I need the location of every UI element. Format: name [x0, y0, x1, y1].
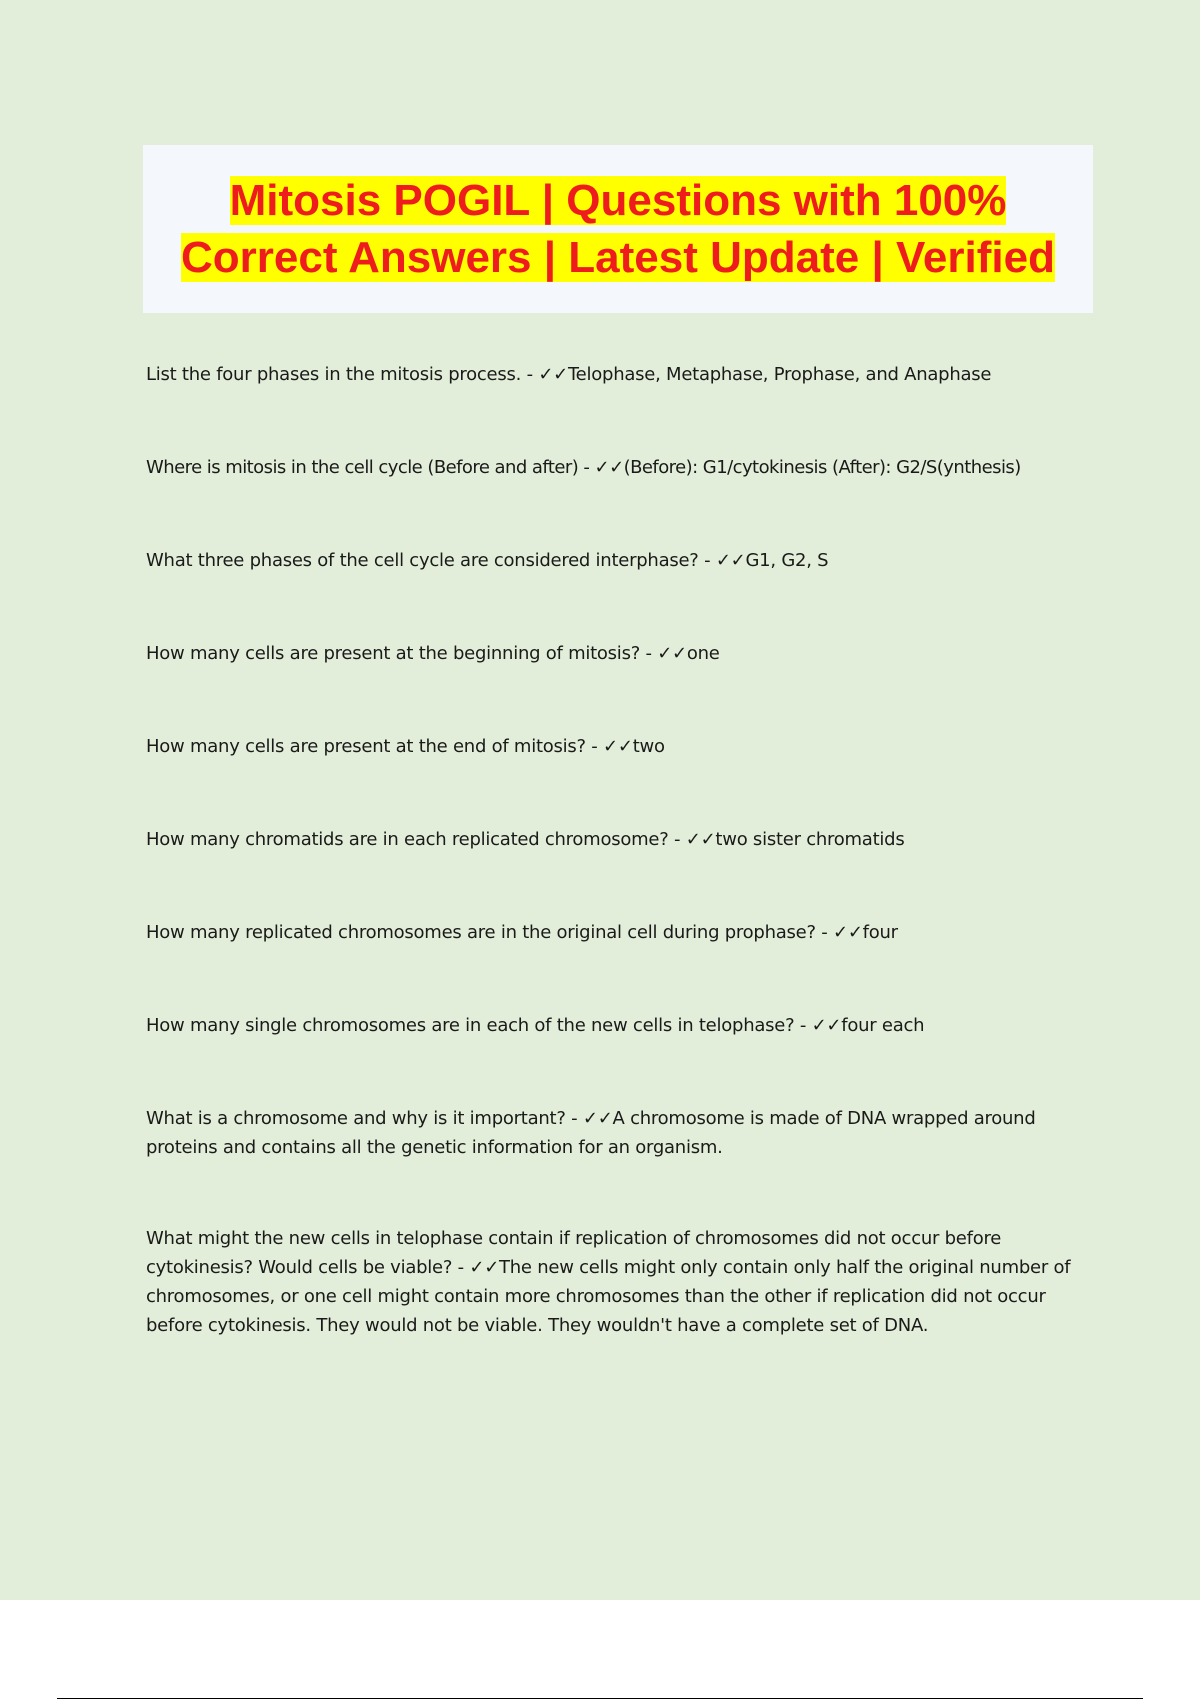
question-text: How many replicated chromosomes are in the original cell during prophase? — [146, 922, 816, 943]
qa-item — [146, 1104, 1096, 1162]
answer-text: The new cells might only contain only half the original number of chromosomes, or one cell might contain more chromosomes than the other if replication did not occur before cytokinesis. They would not be viable. They wouldn't have a complete set of DNA. — [146, 1257, 1071, 1336]
separator: - — [815, 922, 833, 943]
double-check-icon: ✓✓ — [685, 829, 716, 850]
separator: - — [585, 736, 604, 757]
question-text: What might the new cells in telophase contain if replication of chromosomes did not occur before cytokinesis? Would cells be viable? — [146, 1228, 1002, 1278]
double-check-icon: ✓✓ — [715, 550, 746, 571]
qa-item — [146, 918, 1096, 947]
separator: - — [521, 364, 539, 385]
separator: - — [668, 829, 686, 850]
separator: - — [698, 550, 716, 571]
footer-divider — [57, 1698, 1143, 1699]
answer-text: A chromosome is made of DNA wrapped around proteins and contains all the genetic information for an organism. — [146, 1108, 1036, 1158]
double-check-icon: ✓✓ — [582, 1108, 613, 1129]
qa-item — [146, 1224, 1096, 1340]
question-text: How many cells are present at the end of mitosis? — [146, 736, 586, 757]
qa-item — [146, 1011, 1096, 1040]
qa-item — [146, 825, 1096, 854]
question-text: What is a chromosome and why is it important? — [146, 1108, 566, 1129]
double-check-icon: ✓✓ — [603, 736, 633, 757]
separator: - — [640, 643, 658, 664]
question-text: How many single chromosomes are in each of the new cells in telophase? — [146, 1015, 795, 1036]
answer-text: one — [686, 643, 720, 664]
question-text: How many chromatids are in each replicated chromosome? — [146, 829, 669, 850]
title-highlight: Mitosis POGIL | Questions with 100% Correct Answers | Latest Update | Verified — [181, 176, 1055, 282]
double-check-icon: ✓✓ — [657, 643, 687, 664]
qa-item — [146, 732, 1096, 761]
answer-text: four — [862, 922, 898, 943]
question-text: List the four phases in the mitosis process. — [146, 364, 522, 385]
separator: - — [794, 1015, 812, 1036]
answer-text: four each — [841, 1015, 925, 1036]
double-check-icon: ✓✓ — [833, 922, 863, 943]
double-check-icon: ✓✓ — [594, 457, 624, 478]
document-title — [158, 172, 1078, 286]
qa-item — [146, 639, 1096, 668]
double-check-icon: ✓✓ — [811, 1015, 842, 1036]
double-check-icon: ✓✓ — [538, 364, 568, 385]
qa-list — [146, 360, 1096, 1404]
qa-item — [146, 546, 1096, 575]
answer-text: two — [632, 736, 665, 757]
answer-text: two sister chromatids — [715, 829, 905, 850]
qa-item — [146, 453, 1096, 482]
question-text: What three phases of the cell cycle are considered interphase? — [146, 550, 699, 571]
question-text: How many cells are present at the beginning of mitosis? — [146, 643, 640, 664]
double-check-icon: ✓✓ — [469, 1257, 500, 1278]
question-text: Where is mitosis in the cell cycle (Before and after) — [146, 457, 579, 478]
answer-text: G1, G2, S — [745, 550, 829, 571]
qa-item — [146, 360, 1096, 389]
title-box — [143, 145, 1093, 313]
separator: - — [565, 1108, 583, 1129]
answer-text: (Before): G1/cytokinesis (After): G2/S(ynthesis) — [623, 457, 1021, 478]
separator: - — [452, 1257, 470, 1278]
separator: - — [578, 457, 595, 478]
answer-text: Telophase, Metaphase, Prophase, and Anaphase — [568, 364, 992, 385]
